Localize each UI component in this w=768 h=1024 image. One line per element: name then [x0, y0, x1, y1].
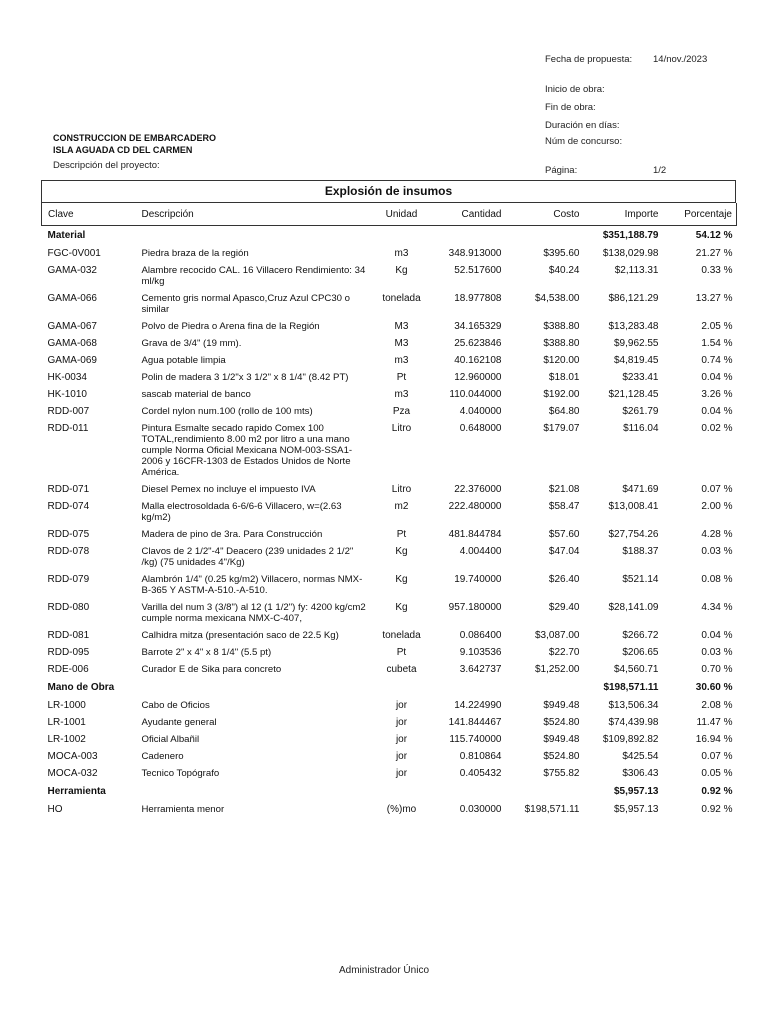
cell-descripcion: Diesel Pemex no incluye el impuesto IVA: [141, 484, 316, 495]
cell-importe: $5,957.13: [614, 804, 659, 815]
cell-unidad: m2: [394, 501, 409, 512]
col-descripcion: Descripción: [136, 203, 371, 226]
cell-cantidad: 52.517600: [454, 265, 502, 276]
section-porcentaje: 0.92 %: [701, 786, 733, 797]
cell-porcentaje: 0.70 %: [701, 664, 733, 675]
cell-clave: RDD-011: [47, 423, 89, 434]
cell-cantidad: 34.165329: [454, 321, 502, 332]
pagina: Página: 1/2: [545, 165, 667, 176]
cell-cantidad: 348.913000: [448, 248, 502, 259]
cell-clave: HO: [47, 804, 63, 815]
cell-clave: GAMA-068: [47, 338, 97, 349]
cell-porcentaje: 4.34 %: [701, 602, 733, 613]
col-costo: Costo: [506, 203, 584, 226]
cell-porcentaje: 0.04 %: [701, 406, 733, 417]
cell-importe: $116.04: [623, 423, 659, 434]
cell-costo: $21.08: [548, 484, 580, 495]
table-row: [42, 543, 737, 571]
section-name: Herramienta: [47, 786, 106, 797]
project-description-label: Descripción del proyecto:: [53, 160, 160, 171]
cell-cantidad: 0.810864: [459, 751, 502, 762]
cell-importe: $13,008.41: [608, 501, 659, 512]
cell-porcentaje: 21.27 %: [695, 248, 733, 259]
cell-importe: $4,819.45: [614, 355, 659, 366]
cell-costo: $47.04: [548, 546, 580, 557]
cell-clave: RDD-095: [47, 647, 90, 658]
cell-clave: RDE-006: [47, 664, 89, 675]
cell-unidad: Kg: [395, 546, 408, 557]
cell-descripcion: Barrote 2" x 4" x 8 1/4" (5.5 pt): [141, 647, 272, 658]
cell-unidad: M3: [394, 338, 409, 349]
table-row: [42, 801, 737, 818]
table-row: [42, 731, 737, 748]
cell-cantidad: 12.960000: [454, 372, 502, 383]
cell-unidad: (%)mo: [386, 804, 417, 815]
cell-descripcion: Oficial Albañil: [141, 734, 200, 745]
section-name: Material: [47, 230, 86, 241]
cell-importe: $13,506.34: [608, 700, 659, 711]
cell-porcentaje: 4.28 %: [701, 529, 733, 540]
cell-clave: GAMA-066: [47, 293, 97, 304]
table-row: [42, 599, 737, 627]
insumos-table: [41, 203, 737, 818]
cell-costo: $4,538.00: [535, 293, 580, 304]
table-row: [42, 498, 737, 526]
cell-descripcion: Piedra braza de la región: [141, 248, 249, 259]
project-location: ISLA AGUADA CD DEL CARMEN: [53, 145, 193, 155]
cell-clave: LR-1002: [47, 734, 86, 745]
col-cantidad: Cantidad: [431, 203, 506, 226]
table-row: [42, 352, 737, 369]
cell-porcentaje: 0.07 %: [701, 484, 733, 495]
cell-costo: $57.60: [548, 529, 580, 540]
col-clave: Clave: [42, 203, 136, 226]
table-row: [42, 661, 737, 678]
cell-unidad: m3: [394, 355, 409, 366]
cell-descripcion: Malla electrosoldada 6-6/6-6 Villacero, w=(2.63 kg/m2): [141, 501, 342, 523]
cell-costo: $524.80: [543, 751, 580, 762]
table-row: [42, 765, 737, 782]
cell-descripcion: sascab material de banco: [141, 389, 251, 400]
cell-descripcion: Herramienta menor: [141, 804, 225, 815]
cell-importe: $4,560.71: [614, 664, 659, 675]
cell-porcentaje: 16.94 %: [695, 734, 733, 745]
cell-cantidad: 141.844467: [448, 717, 502, 728]
cell-cantidad: 4.040000: [459, 406, 502, 417]
cell-porcentaje: 0.08 %: [701, 574, 733, 585]
table-row: [42, 481, 737, 498]
cell-descripcion: Cabo de Oficios: [141, 700, 210, 711]
section-row: [42, 782, 737, 801]
cell-importe: $266.72: [622, 630, 659, 641]
cell-clave: RDD-074: [47, 501, 90, 512]
cell-porcentaje: 0.05 %: [701, 768, 733, 779]
cell-unidad: m3: [394, 248, 409, 259]
cell-descripcion: Clavos de 2 1/2"-4" Deacero (239 unidades 2 1/2" /kg) (75 unidades 4"/Kg): [141, 546, 354, 568]
cell-importe: $86,121.29: [608, 293, 659, 304]
cell-porcentaje: 0.33 %: [701, 265, 733, 276]
num-concurso: Núm de concurso:: [545, 136, 623, 147]
cell-cantidad: 22.376000: [454, 484, 502, 495]
cell-unidad: Pt: [396, 647, 407, 658]
cell-costo: $1,252.00: [535, 664, 580, 675]
table-row: [42, 627, 737, 644]
cell-clave: LR-1000: [47, 700, 86, 711]
cell-clave: MOCA-032: [47, 768, 98, 779]
fecha-propuesta: Fecha de propuesta: 14/nov./2023: [545, 54, 708, 65]
cell-clave: FGC-0V001: [47, 248, 101, 259]
cell-cantidad: 3.642737: [459, 664, 502, 675]
cell-importe: $2,113.31: [614, 265, 659, 276]
cell-costo: $29.40: [548, 602, 580, 613]
cell-importe: $521.14: [622, 574, 659, 585]
cell-unidad: m3: [394, 389, 409, 400]
cell-unidad: Pt: [396, 372, 407, 383]
cell-descripcion: Calhidra mitza (presentación saco de 22.5 Kg): [141, 630, 339, 641]
cell-unidad: jor: [395, 717, 408, 728]
cell-importe: $261.79: [622, 406, 659, 417]
cell-costo: $388.80: [543, 321, 580, 332]
cell-costo: $120.00: [543, 355, 580, 366]
cell-costo: $26.40: [548, 574, 580, 585]
cell-clave: GAMA-069: [47, 355, 97, 366]
duracion-dias: Duración en días:: [545, 120, 620, 131]
cell-unidad: jor: [395, 734, 408, 745]
table-row: [42, 386, 737, 403]
cell-porcentaje: 0.02 %: [701, 423, 733, 434]
cell-descripcion: Varilla del num 3 (3/8") al 12 (1 1/2") fy: 4200 kg/cm2 cumple norma mexicana NMX-C-407,: [141, 602, 366, 624]
cell-unidad: Litro: [391, 484, 412, 495]
table-row: [42, 335, 737, 352]
cell-importe: $109,892.82: [602, 734, 659, 745]
cell-importe: $306.43: [622, 768, 659, 779]
cell-unidad: Kg: [395, 574, 408, 585]
cell-cantidad: 115.740000: [449, 734, 502, 745]
cell-importe: $233.41: [622, 372, 659, 383]
cell-unidad: M3: [394, 321, 409, 332]
cell-descripcion: Cemento gris normal Apasco,Cruz Azul CPC30 o similar: [141, 293, 350, 315]
cell-costo: $949.48: [543, 700, 580, 711]
cell-cantidad: 110.044000: [449, 389, 502, 400]
cell-costo: $198,571.11: [524, 804, 580, 815]
cell-costo: $22.70: [548, 647, 580, 658]
cell-porcentaje: 1.54 %: [701, 338, 733, 349]
cell-importe: $13,283.48: [608, 321, 659, 332]
cell-unidad: jor: [395, 751, 408, 762]
cell-cantidad: 0.648000: [459, 423, 502, 434]
cell-costo: $18.01: [548, 372, 580, 383]
cell-costo: $755.82: [543, 768, 580, 779]
table-row: [42, 290, 737, 318]
table-row: [42, 697, 737, 714]
table-row: [42, 526, 737, 543]
cell-unidad: tonelada: [382, 630, 421, 641]
cell-porcentaje: 0.04 %: [701, 630, 733, 641]
cell-costo: $58.47: [548, 501, 580, 512]
cell-porcentaje: 0.03 %: [701, 546, 733, 557]
cell-clave: MOCA-003: [47, 751, 98, 762]
cell-unidad: Litro: [391, 423, 412, 434]
cell-porcentaje: 2.00 %: [701, 501, 733, 512]
cell-porcentaje: 0.07 %: [701, 751, 733, 762]
cell-clave: LR-1001: [47, 717, 86, 728]
section-row: [42, 226, 737, 246]
cell-cantidad: 0.030000: [459, 804, 502, 815]
cell-clave: RDD-075: [47, 529, 90, 540]
section-row: [42, 678, 737, 697]
cell-importe: $9,962.55: [614, 338, 659, 349]
cell-costo: $192.00: [543, 389, 580, 400]
cell-clave: RDD-081: [47, 630, 90, 641]
table-body: [42, 226, 737, 819]
table-row: [42, 571, 737, 599]
table-header-row: [42, 203, 737, 226]
cell-clave: HK-0034: [47, 372, 87, 383]
cell-importe: $27,754.26: [608, 529, 659, 540]
cell-cantidad: 18.977808: [454, 293, 502, 304]
cell-clave: GAMA-067: [47, 321, 97, 332]
cell-porcentaje: 11.47 %: [696, 717, 733, 728]
cell-unidad: Pt: [396, 529, 407, 540]
cell-clave: GAMA-032: [47, 265, 97, 276]
cell-importe: $425.54: [622, 751, 659, 762]
cell-descripcion: Madera de pino de 3ra. Para Construcción: [141, 529, 323, 540]
cell-porcentaje: 0.04 %: [701, 372, 733, 383]
cell-importe: $21,128.45: [608, 389, 659, 400]
cell-importe: $471.69: [622, 484, 659, 495]
cell-cantidad: 14.224990: [454, 700, 502, 711]
table-row: [42, 318, 737, 335]
cell-descripcion: Cadenero: [141, 751, 184, 762]
table-row: [42, 714, 737, 731]
cell-descripcion: Ayudante general: [141, 717, 217, 728]
cell-descripcion: Pintura Esmalte secado rapido Comex 100 TOTAL,rendimiento 8.00 m2 por litro a una mano cumple Norma Oficial Mexicana NOM-003-SSA1-2006 y 16CFR-1303 de Estados Unidos de Norte América.: [141, 423, 353, 478]
cell-descripcion: Alambrón 1/4" (0.25 kg/m2) Villacero, normas NMX-B-365 Y ASTM-A-510.-A-510.: [141, 574, 363, 596]
cell-unidad: cubeta: [386, 664, 417, 675]
cell-costo: $524.80: [543, 717, 580, 728]
cell-clave: HK-1010: [47, 389, 87, 400]
table-title: Explosión de insumos: [324, 184, 453, 198]
cell-clave: RDD-007: [47, 406, 90, 417]
cell-descripcion: Tecnico Topógrafo: [141, 768, 220, 779]
table-row: [42, 245, 737, 262]
cell-costo: $395.60: [543, 248, 580, 259]
cell-descripcion: Alambre recocido CAL. 16 Villacero Rendimiento: 34 ml/kg: [141, 265, 366, 287]
cell-cantidad: 4.004400: [459, 546, 502, 557]
cell-descripcion: Polin de madera 3 1/2"x 3 1/2" x 8 1/4" (8.42 PT): [141, 372, 349, 383]
table-row: [42, 262, 737, 290]
cell-clave: RDD-071: [47, 484, 90, 495]
project-title: CONSTRUCCION DE EMBARCADERO: [53, 133, 217, 143]
cell-costo: $179.07: [543, 423, 580, 434]
cell-descripcion: Curador E de Sika para concreto: [141, 664, 282, 675]
col-unidad: Unidad: [371, 203, 431, 226]
cell-porcentaje: 0.74 %: [701, 355, 733, 366]
cell-unidad: jor: [395, 700, 408, 711]
signature-label: Administrador Único: [338, 965, 430, 976]
cell-importe: $28,141.09: [608, 602, 659, 613]
section-importe: $5,957.13: [614, 786, 659, 797]
cell-cantidad: 40.162108: [454, 355, 502, 366]
cell-unidad: Pza: [392, 406, 411, 417]
cell-unidad: Kg: [395, 602, 408, 613]
cell-clave: RDD-080: [47, 602, 90, 613]
section-importe: $198,571.11: [603, 682, 659, 693]
cell-cantidad: 9.103536: [459, 647, 502, 658]
cell-porcentaje: 0.03 %: [701, 647, 733, 658]
cell-porcentaje: 3.26 %: [701, 389, 733, 400]
cell-porcentaje: 2.05 %: [701, 321, 733, 332]
cell-clave: RDD-078: [47, 546, 90, 557]
section-porcentaje: 30.60 %: [695, 682, 733, 693]
cell-porcentaje: 2.08 %: [701, 700, 733, 711]
cell-costo: $388.80: [543, 338, 580, 349]
cell-clave: RDD-079: [47, 574, 90, 585]
cell-porcentaje: 0.92 %: [701, 804, 733, 815]
cell-costo: $64.80: [548, 406, 580, 417]
section-importe: $351,188.79: [602, 230, 659, 241]
cell-costo: $3,087.00: [535, 630, 580, 641]
inicio-obra: Inicio de obra:: [545, 84, 605, 95]
cell-porcentaje: 13.27 %: [695, 293, 733, 304]
cell-descripcion: Polvo de Piedra o Arena fina de la Región: [141, 321, 320, 332]
cell-costo: $949.48: [543, 734, 580, 745]
cell-importe: $206.65: [622, 647, 659, 658]
cell-unidad: jor: [395, 768, 408, 779]
cell-cantidad: 19.740000: [454, 574, 502, 585]
table-title-box: [41, 180, 736, 203]
cell-cantidad: 957.180000: [448, 602, 502, 613]
cell-costo: $40.24: [548, 265, 580, 276]
section-porcentaje: 54.12 %: [695, 230, 733, 241]
cell-cantidad: 481.844784: [448, 529, 502, 540]
table-row: [42, 420, 737, 481]
cell-unidad: tonelada: [382, 293, 421, 304]
cell-importe: $188.37: [622, 546, 659, 557]
table-row: [42, 369, 737, 386]
section-name: Mano de Obra: [47, 682, 115, 693]
table-row: [42, 748, 737, 765]
col-importe: Importe: [584, 203, 663, 226]
cell-unidad: Kg: [395, 265, 408, 276]
col-porcentaje: Porcentaje: [663, 203, 737, 226]
table-row: [42, 644, 737, 661]
cell-descripcion: Agua potable limpia: [141, 355, 226, 366]
cell-importe: $138,029.98: [602, 248, 659, 259]
cell-cantidad: 222.480000: [448, 501, 502, 512]
cell-cantidad: 25.623846: [454, 338, 502, 349]
fin-obra: Fin de obra:: [545, 102, 596, 113]
cell-importe: $74,439.98: [608, 717, 659, 728]
cell-descripcion: Grava de 3/4" (19 mm).: [141, 338, 242, 349]
cell-descripcion: Cordel nylon num.100 (rollo de 100 mts): [141, 406, 313, 417]
cell-cantidad: 0.405432: [459, 768, 502, 779]
table-row: [42, 403, 737, 420]
cell-cantidad: 0.086400: [459, 630, 502, 641]
